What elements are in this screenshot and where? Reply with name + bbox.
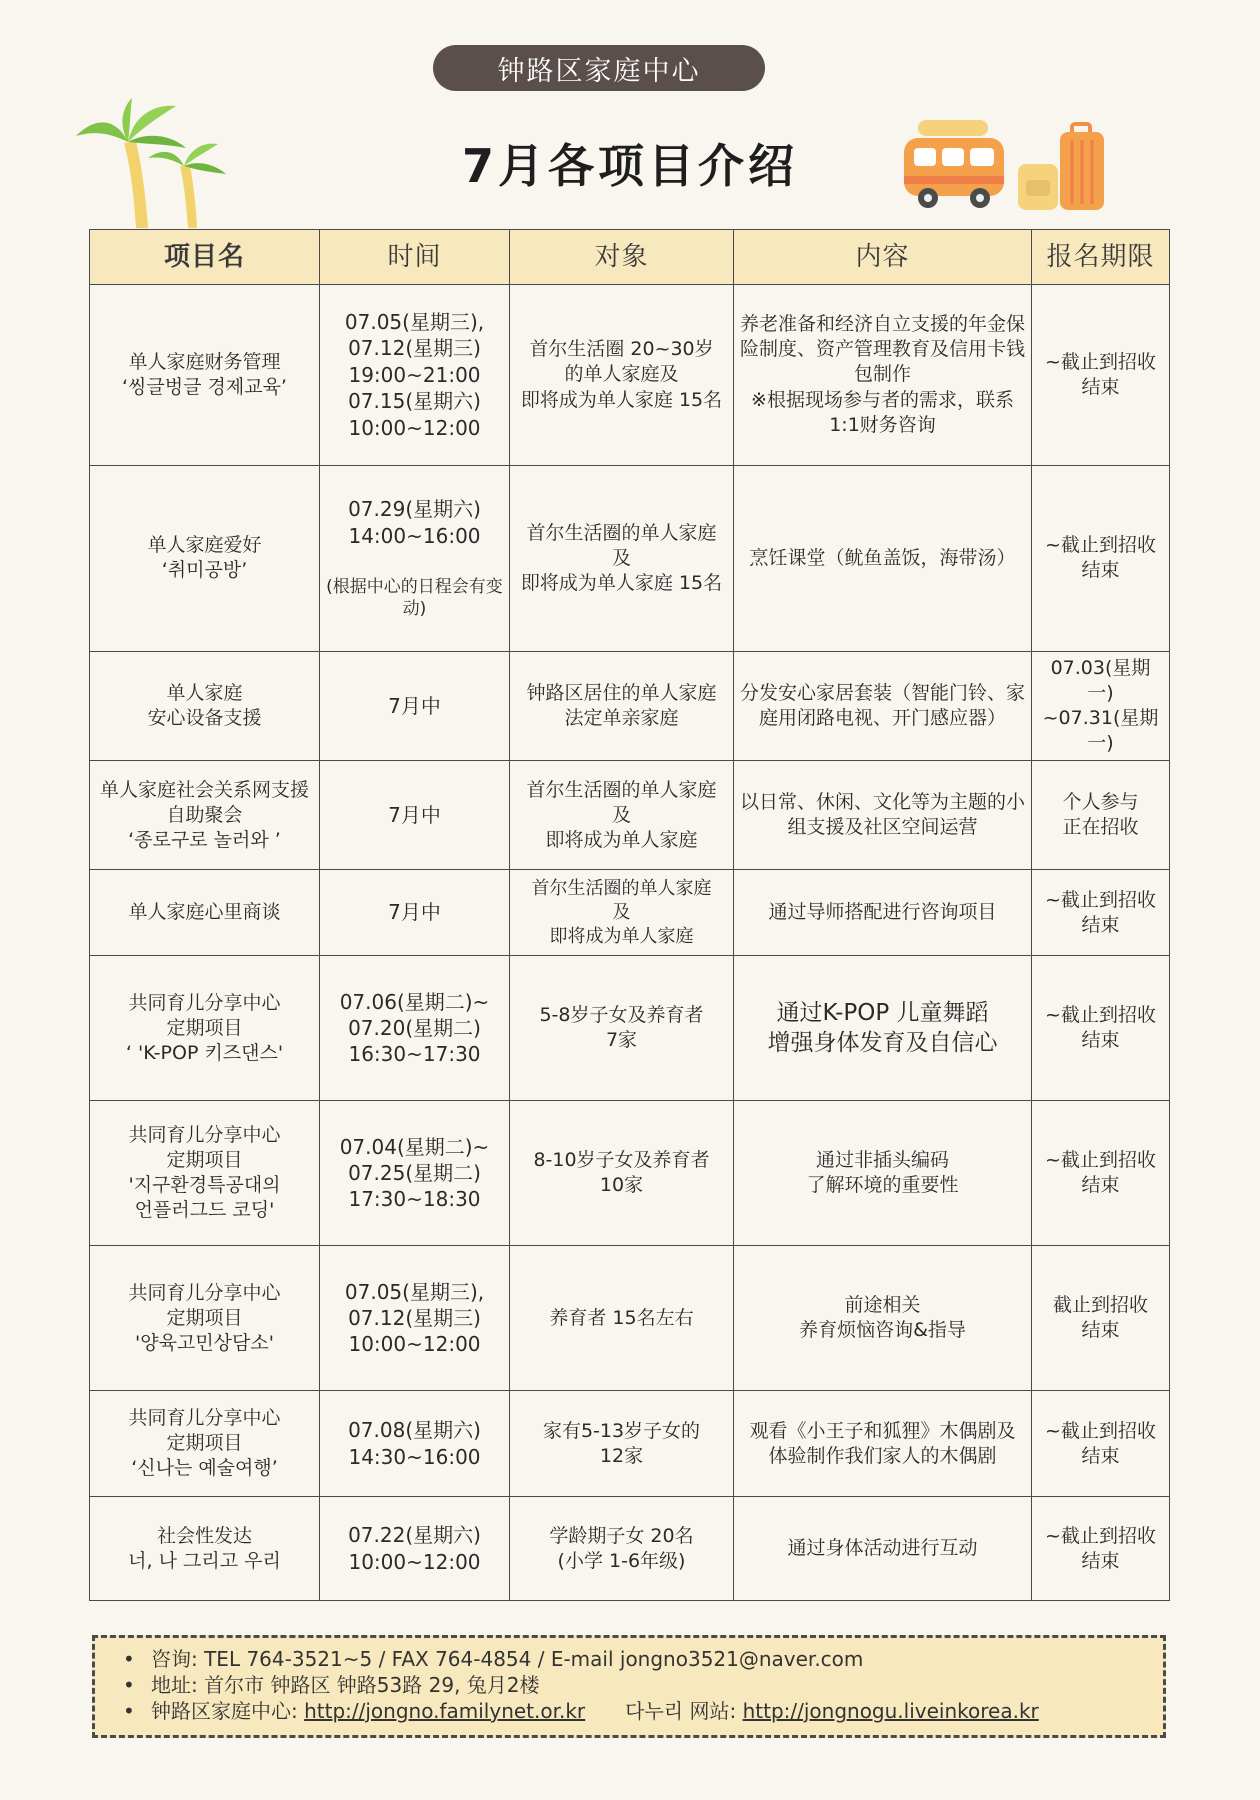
program-target: 首尔生活圈的单人家庭 及 即将成为单人家庭 15名 xyxy=(510,466,734,652)
program-name: 共同育儿分享中心 定期项目 '지구환경특공대의 언플러그드 코딩' xyxy=(90,1101,320,1246)
program-deadline: ~截止到招收 结束 xyxy=(1032,1497,1170,1601)
program-target: 8-10岁子女及养育者 10家 xyxy=(510,1101,734,1246)
table-row xyxy=(90,956,1170,1101)
column-header-name: 项目名 xyxy=(90,230,320,285)
table-row xyxy=(90,870,1170,956)
program-name: 社会性发达 너, 나 그리고 우리 xyxy=(90,1497,320,1601)
table-header-row xyxy=(90,230,1170,285)
program-content: 烹饪课堂（鱿鱼盖饭，海带汤） xyxy=(734,466,1032,652)
program-time: 07.04(星期二)~ 07.25(星期二) 17:30~18:30 xyxy=(320,1101,510,1246)
program-name: 单人家庭社会关系网支援自助聚会 ‘종로구로 놀러와 ’ xyxy=(90,761,320,870)
column-header-time: 时间 xyxy=(320,230,510,285)
program-table xyxy=(89,229,1170,1601)
program-content: 分发安心家居套装（智能门铃、家庭用闭路电视、开门感应器） xyxy=(734,651,1032,760)
program-target: 养育者 15名左右 xyxy=(510,1246,734,1391)
program-deadline: 截止到招收 结束 xyxy=(1032,1246,1170,1391)
table-row xyxy=(90,1497,1170,1601)
program-content: 前途相关 养育烦恼咨询&指导 xyxy=(734,1246,1032,1391)
program-time: 07.05(星期三), 07.12(星期三) 19:00~21:00 07.15(星期六) 10:00~12:00 xyxy=(320,285,510,466)
program-time: 7月中 xyxy=(320,761,510,870)
program-name: 共同育儿分享中心 定期项目 '양육고민상담소' xyxy=(90,1246,320,1391)
program-content: 以日常、休闲、文化等为主题的小组支援及社区空间运营 xyxy=(734,761,1032,870)
program-content: 通过导师搭配进行咨询项目 xyxy=(734,870,1032,956)
program-target: 首尔生活圈的单人家庭 及 即将成为单人家庭 xyxy=(510,870,734,956)
program-name: 单人家庭财务管理 ‘씽글벙글 경제교육’ xyxy=(90,285,320,466)
program-target: 家有5-13岁子女的 12家 xyxy=(510,1391,734,1497)
program-target: 学龄期子女 20名 (小学 1-6年级) xyxy=(510,1497,734,1601)
column-header-deadline: 报名期限 xyxy=(1032,230,1170,285)
page-title: 7月各项目介绍 xyxy=(461,139,798,193)
program-name: 共同育儿分享中心 定期项目 ‘신나는 예술여행’ xyxy=(90,1391,320,1497)
contact-footer xyxy=(92,1635,1166,1738)
program-content: 通过K-POP 儿童舞蹈 增强身体发育及自信心 xyxy=(734,956,1032,1101)
program-deadline: 个人参与 正在招收 xyxy=(1032,761,1170,870)
column-header-target: 对象 xyxy=(510,230,734,285)
table-row xyxy=(90,466,1170,652)
program-name: 单人家庭 安心设备支援 xyxy=(90,651,320,760)
program-deadline: ~截止到招收 结束 xyxy=(1032,1101,1170,1246)
contact-info: • 咨询: TEL 764-3521~5 / FAX 764-4854 / E-mail jongno3521@naver.com xyxy=(123,1646,1141,1672)
address-info: • 地址: 首尔市 钟路区 钟路53路 29, 兔月2楼 xyxy=(123,1672,1141,1698)
table-row xyxy=(90,651,1170,760)
center-label: 钟路区家庭中心: xyxy=(151,1699,305,1723)
program-content: 观看《小王子和狐狸》木偶剧及 体验制作我们家人的木偶剧 xyxy=(734,1391,1032,1497)
program-content: 通过非插头编码 了解环境的重要性 xyxy=(734,1101,1032,1246)
program-time-cell xyxy=(320,466,510,652)
org-name-badge: 钟路区家庭中心 xyxy=(433,45,765,91)
program-name: 共同育儿分享中心 定期项目 ‘ 'K-POP 키즈댄스' xyxy=(90,956,320,1101)
site-label: 다누리 网站: xyxy=(625,1699,743,1723)
program-target: 首尔生活圈的单人家庭 及 即将成为单人家庭 xyxy=(510,761,734,870)
program-time: 07.08(星期六) 14:30~16:00 xyxy=(320,1391,510,1497)
program-deadline: ~截止到招收 结束 xyxy=(1032,956,1170,1101)
program-target: 5-8岁子女及养育者 7家 xyxy=(510,956,734,1101)
program-time: 07.22(星期六) 10:00~12:00 xyxy=(320,1497,510,1601)
program-time: 07.06(星期二)~ 07.20(星期二) 16:30~17:30 xyxy=(320,956,510,1101)
table-row xyxy=(90,1246,1170,1391)
program-time: 07.29(星期六) 14:00~16:00 xyxy=(348,497,481,548)
program-content: 养老准备和经济自立支援的年金保险制度、资产管理教育及信用卡钱包制作 ※根据现场参与者的需求，联系1:1财务咨询 xyxy=(734,285,1032,466)
table-row xyxy=(90,1101,1170,1246)
program-deadline: ~截止到招收 结束 xyxy=(1032,1391,1170,1497)
table-row xyxy=(90,1391,1170,1497)
program-name: 单人家庭爱好 ‘취미공방’ xyxy=(90,466,320,652)
program-content: 通过身体活动进行互动 xyxy=(734,1497,1032,1601)
program-name: 单人家庭心里商谈 xyxy=(90,870,320,956)
column-header-content: 内容 xyxy=(734,230,1032,285)
table-row xyxy=(90,761,1170,870)
program-deadline: ~截止到招收 结束 xyxy=(1032,870,1170,956)
program-deadline: ~截止到招收 结束 xyxy=(1032,285,1170,466)
program-deadline: ~截止到招收 结束 xyxy=(1032,466,1170,652)
danuri-website-link[interactable]: http://jongnogu.liveinkorea.kr xyxy=(742,1699,1039,1723)
program-time: 7月中 xyxy=(320,651,510,760)
table-row xyxy=(90,285,1170,466)
program-time-note: (根据中心的日程会有变动) xyxy=(326,576,503,619)
program-time: 07.05(星期三), 07.12(星期三) 10:00~12:00 xyxy=(320,1246,510,1391)
website-links xyxy=(123,1698,1141,1724)
program-target: 钟路区居住的单人家庭 法定单亲家庭 xyxy=(510,651,734,760)
program-time: 7月中 xyxy=(320,870,510,956)
center-website-link[interactable]: http://jongno.familynet.or.kr xyxy=(304,1699,586,1723)
program-target: 首尔生活圈 20~30岁 的单人家庭及 即将成为单人家庭 15名 xyxy=(510,285,734,466)
program-deadline: 07.03(星期一) ~07.31(星期一) xyxy=(1032,651,1170,760)
